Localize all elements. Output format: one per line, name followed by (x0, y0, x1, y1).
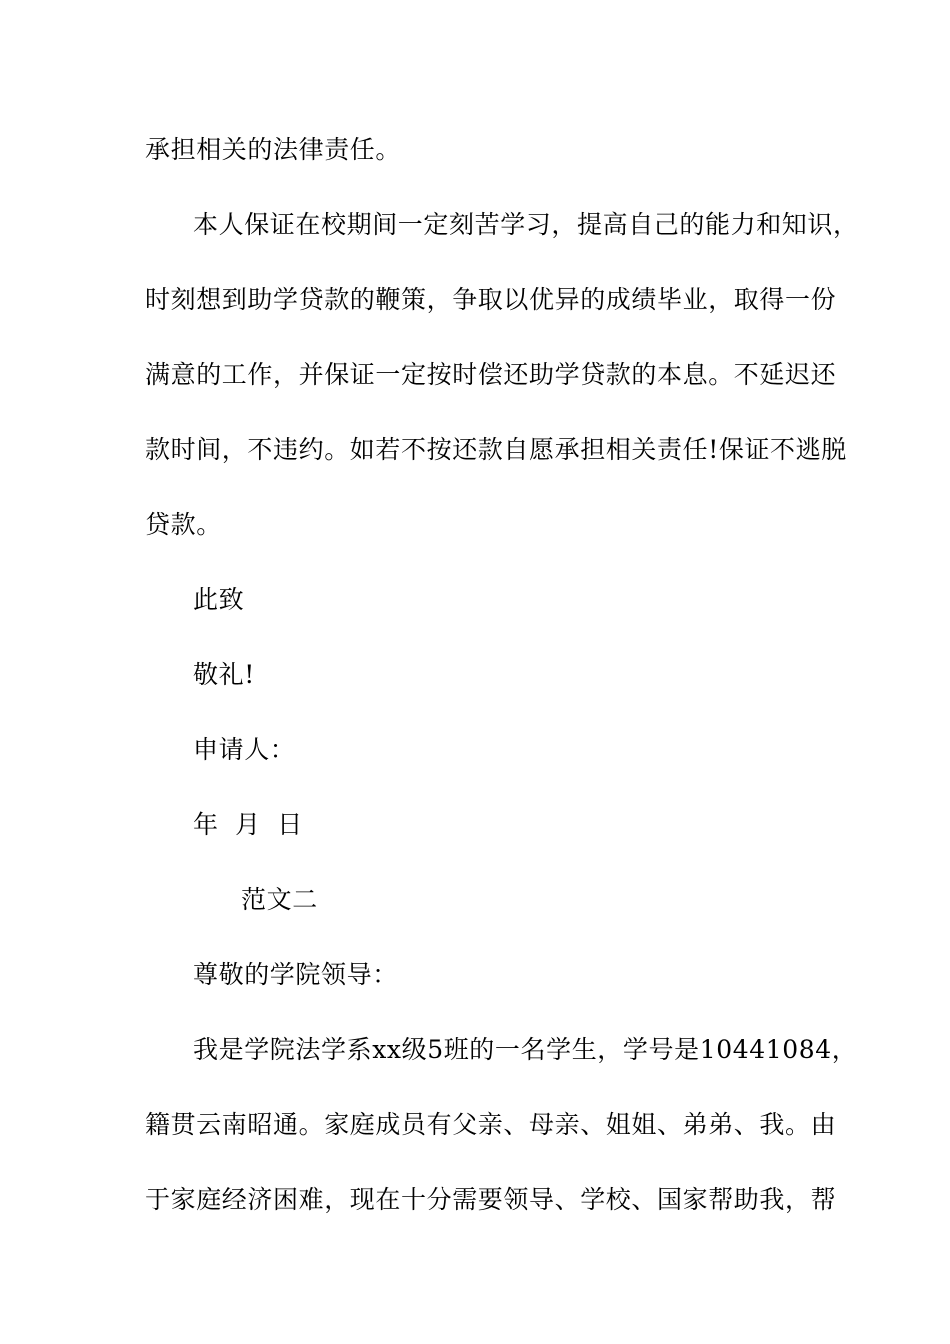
applicant-label: 申请人： (193, 735, 296, 764)
paragraph-line: 我是学院法学系xx级5班的一名学生，学号是10441084， (193, 1035, 858, 1064)
paragraph-line: 于家庭经济困难，现在十分需要领导、学校、国家帮助我，帮 (145, 1185, 837, 1214)
paragraph-line: 本人保证在校期间一定刻苦学习，提高自己的能力和知识， (193, 210, 859, 239)
letter-greeting: 尊敬的学院领导： (193, 960, 398, 989)
date-line: 年 月 日 (193, 810, 303, 839)
paragraph-line: 款时间，不违约。如若不按还款自愿承担相关责任!保证不逃脱 (145, 435, 847, 464)
paragraph-line: 贷款。 (145, 510, 222, 539)
closing-salutation: 此致 (193, 585, 245, 614)
paragraph-line: 满意的工作，并保证一定按时偿还助学贷款的本息。不延迟还 (145, 360, 837, 389)
paragraph-line: 籍贯云南昭通。家庭成员有父亲、母亲、姐姐、弟弟、我。由 (145, 1110, 837, 1139)
paragraph-line: 承担相关的法律责任。 (145, 135, 402, 164)
paragraph-line: 时刻想到助学贷款的鞭策，争取以优异的成绩毕业，取得一份 (145, 285, 837, 314)
section-heading: 范文二 (241, 885, 318, 914)
closing-regards: 敬礼! (193, 660, 255, 689)
